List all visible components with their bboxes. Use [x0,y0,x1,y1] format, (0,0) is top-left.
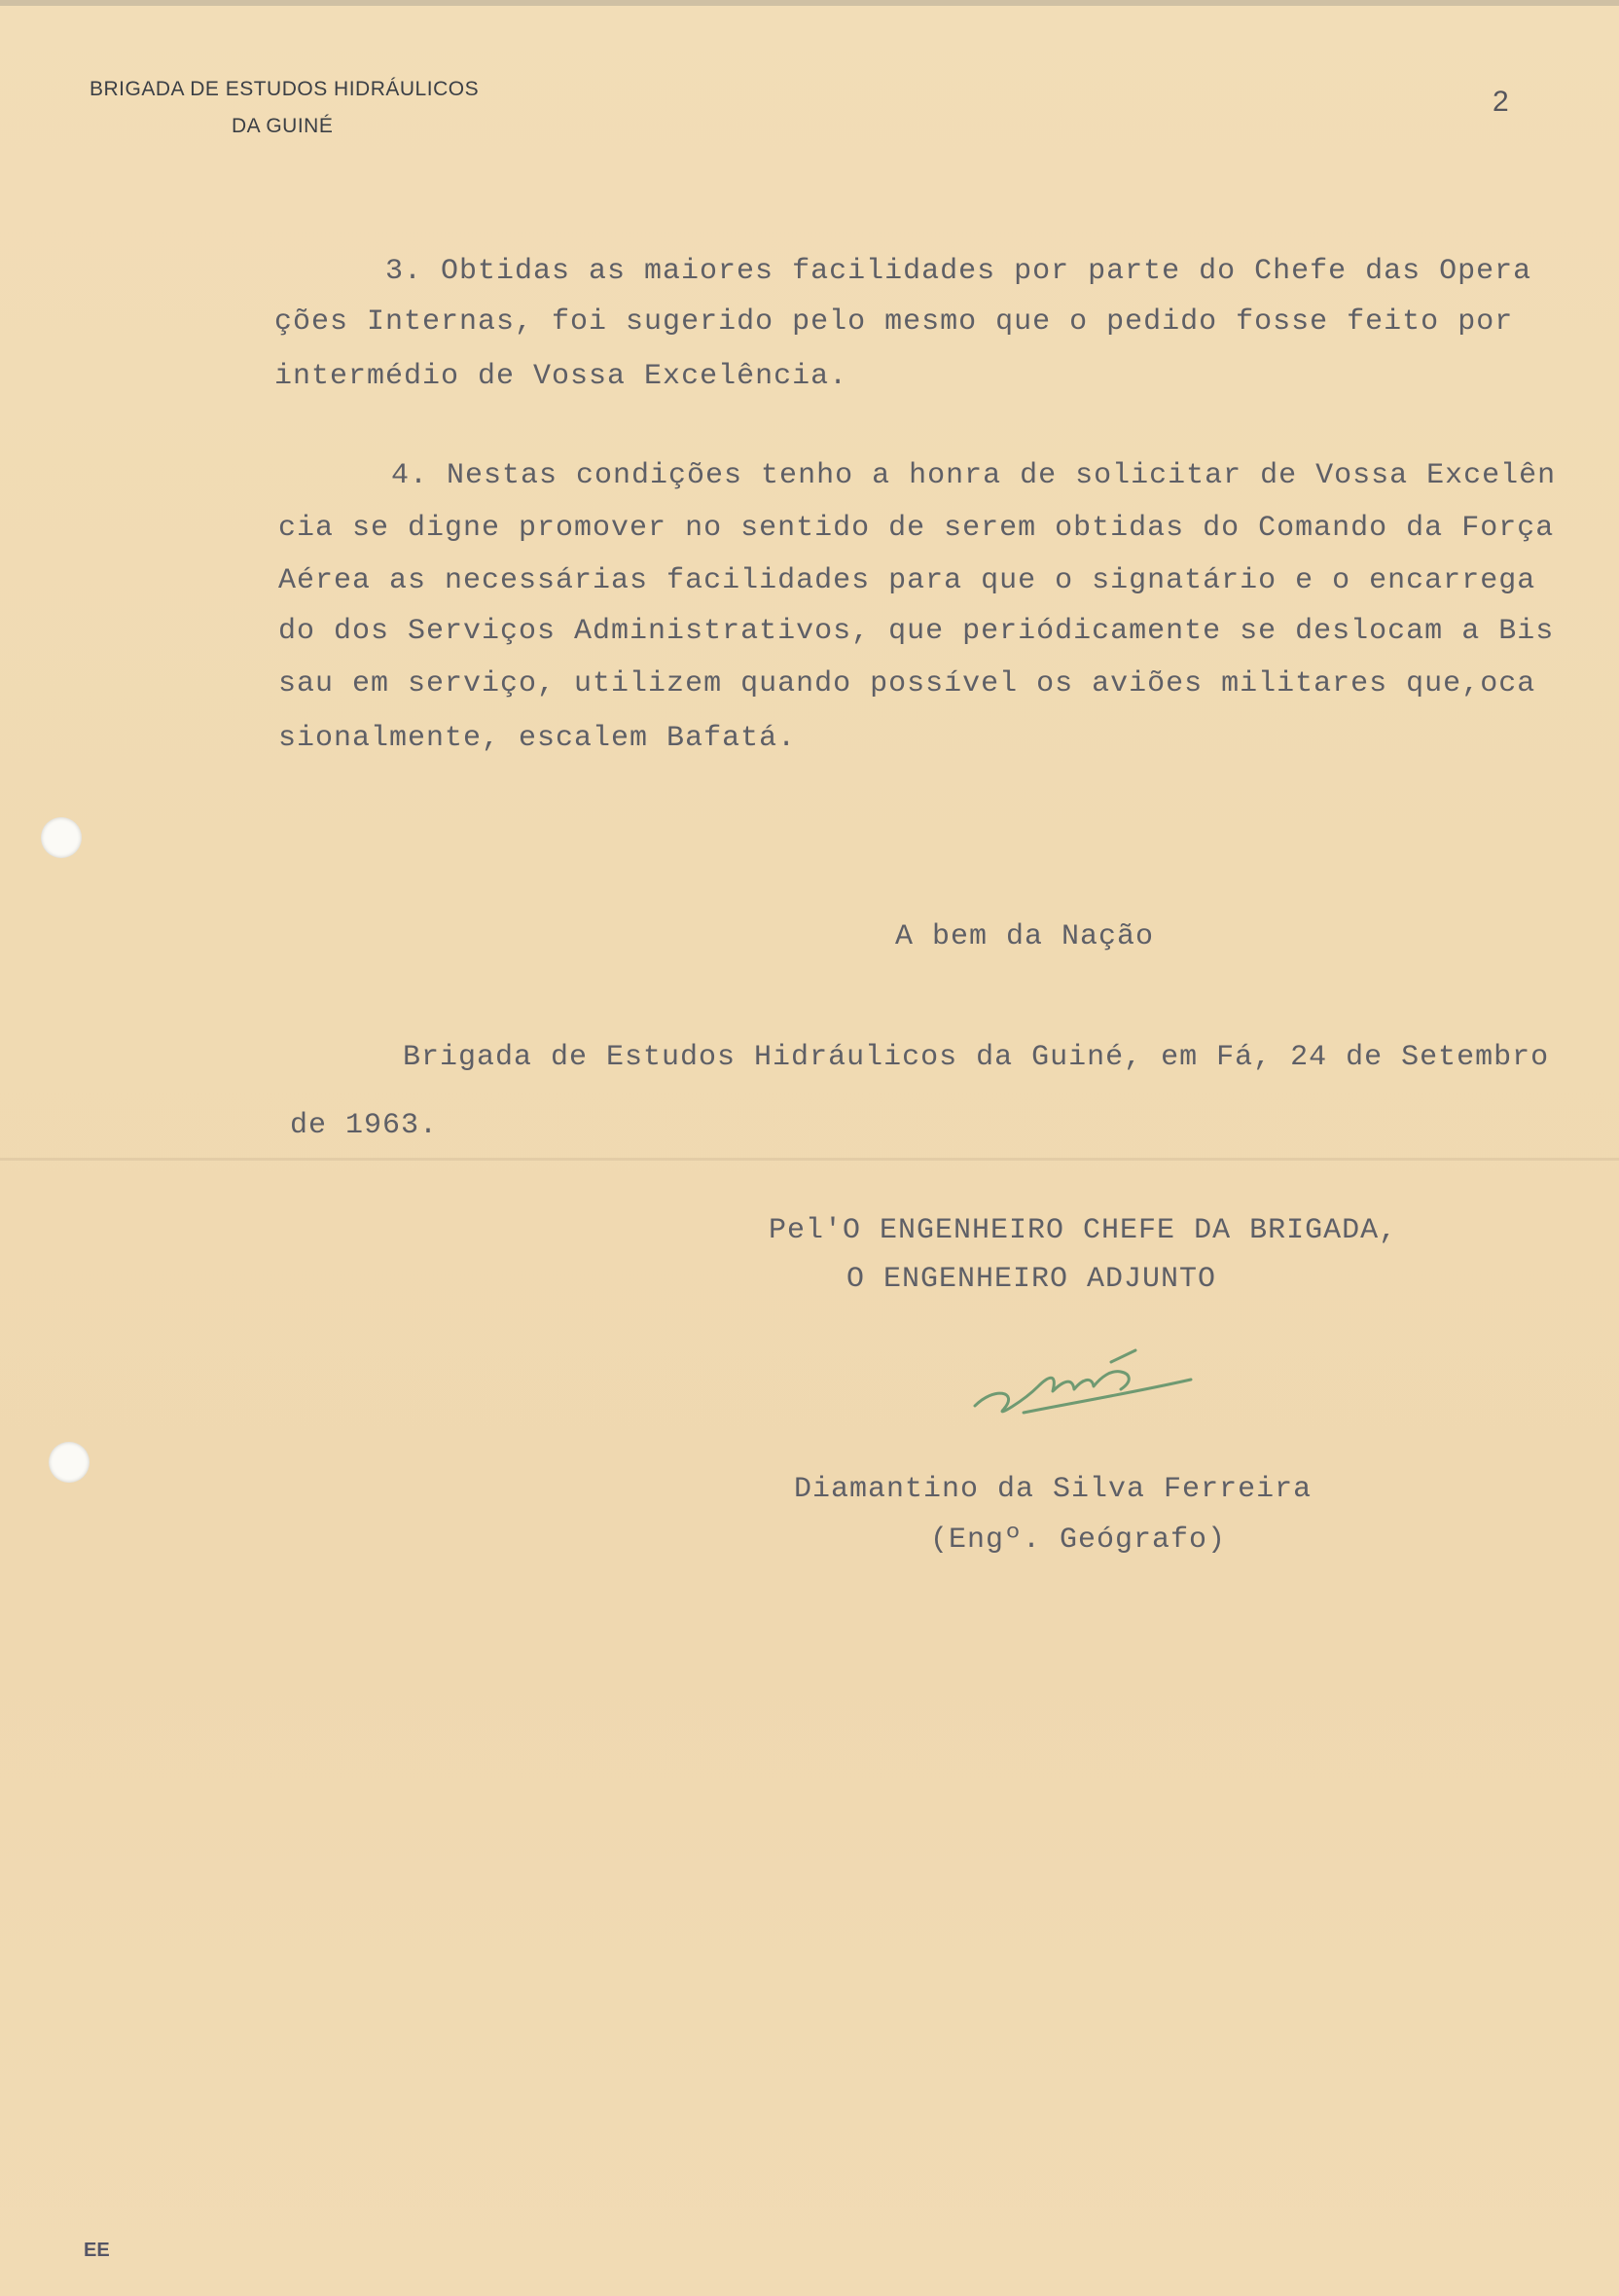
signature-block-line-1: Pel'O ENGENHEIRO CHEFE DA BRIGADA, [769,1214,1398,1247]
punch-hole-bottom [49,1442,90,1483]
paragraph-4-line-4: do dos Serviços Administrativos, que periódicamente se deslocam a Bis [278,615,1555,648]
place-date-line-1: Brigada de Estudos Hidráulicos da Guiné, em Fá, 24 de Setembro [403,1041,1550,1074]
paragraph-3-line-3: intermédio de Vossa Excelência. [274,360,848,393]
punch-hole-top [41,817,82,858]
handwritten-signature [965,1333,1199,1430]
signature-block-line-2: O ENGENHEIRO ADJUNTO [846,1263,1217,1296]
paragraph-4-line-5: sau em serviço, utilizem quando possível os aviões militares que,oca [278,667,1536,700]
paragraph-4-line-3: Aérea as necessárias facilidades para que o signatário e o encarrega [278,564,1536,597]
closing-salutation: A bem da Nação [895,920,1155,953]
page-number: 2 [1493,86,1509,118]
footer-mark: EE [84,2240,110,2261]
paragraph-4-line-2: cia se digne promover no sentido de serem obtidas do Comando da Força [278,512,1555,545]
letterhead-line-2: DA GUINÉ [232,115,334,137]
paragraph-4-line-1: 4. Nestas condições tenho a honra de solicitar de Vossa Excelên [391,459,1557,492]
place-date-line-2: de 1963. [290,1109,439,1142]
paragraph-4-line-6: sionalmente, escalem Bafatá. [278,722,797,755]
top-edge [0,0,1619,6]
paper-fold-line [0,1158,1619,1161]
signatory-title: (Engº. Geógrafo) [930,1524,1227,1557]
paragraph-3-line-2: ções Internas, foi sugerido pelo mesmo que o pedido fosse feito por [274,305,1514,339]
letterhead-line-1: BRIGADA DE ESTUDOS HIDRÁULICOS [90,78,480,100]
paragraph-3-line-1: 3. Obtidas as maiores facilidades por parte do Chefe das Opera [385,255,1532,288]
signatory-name: Diamantino da Silva Ferreira [794,1473,1313,1506]
